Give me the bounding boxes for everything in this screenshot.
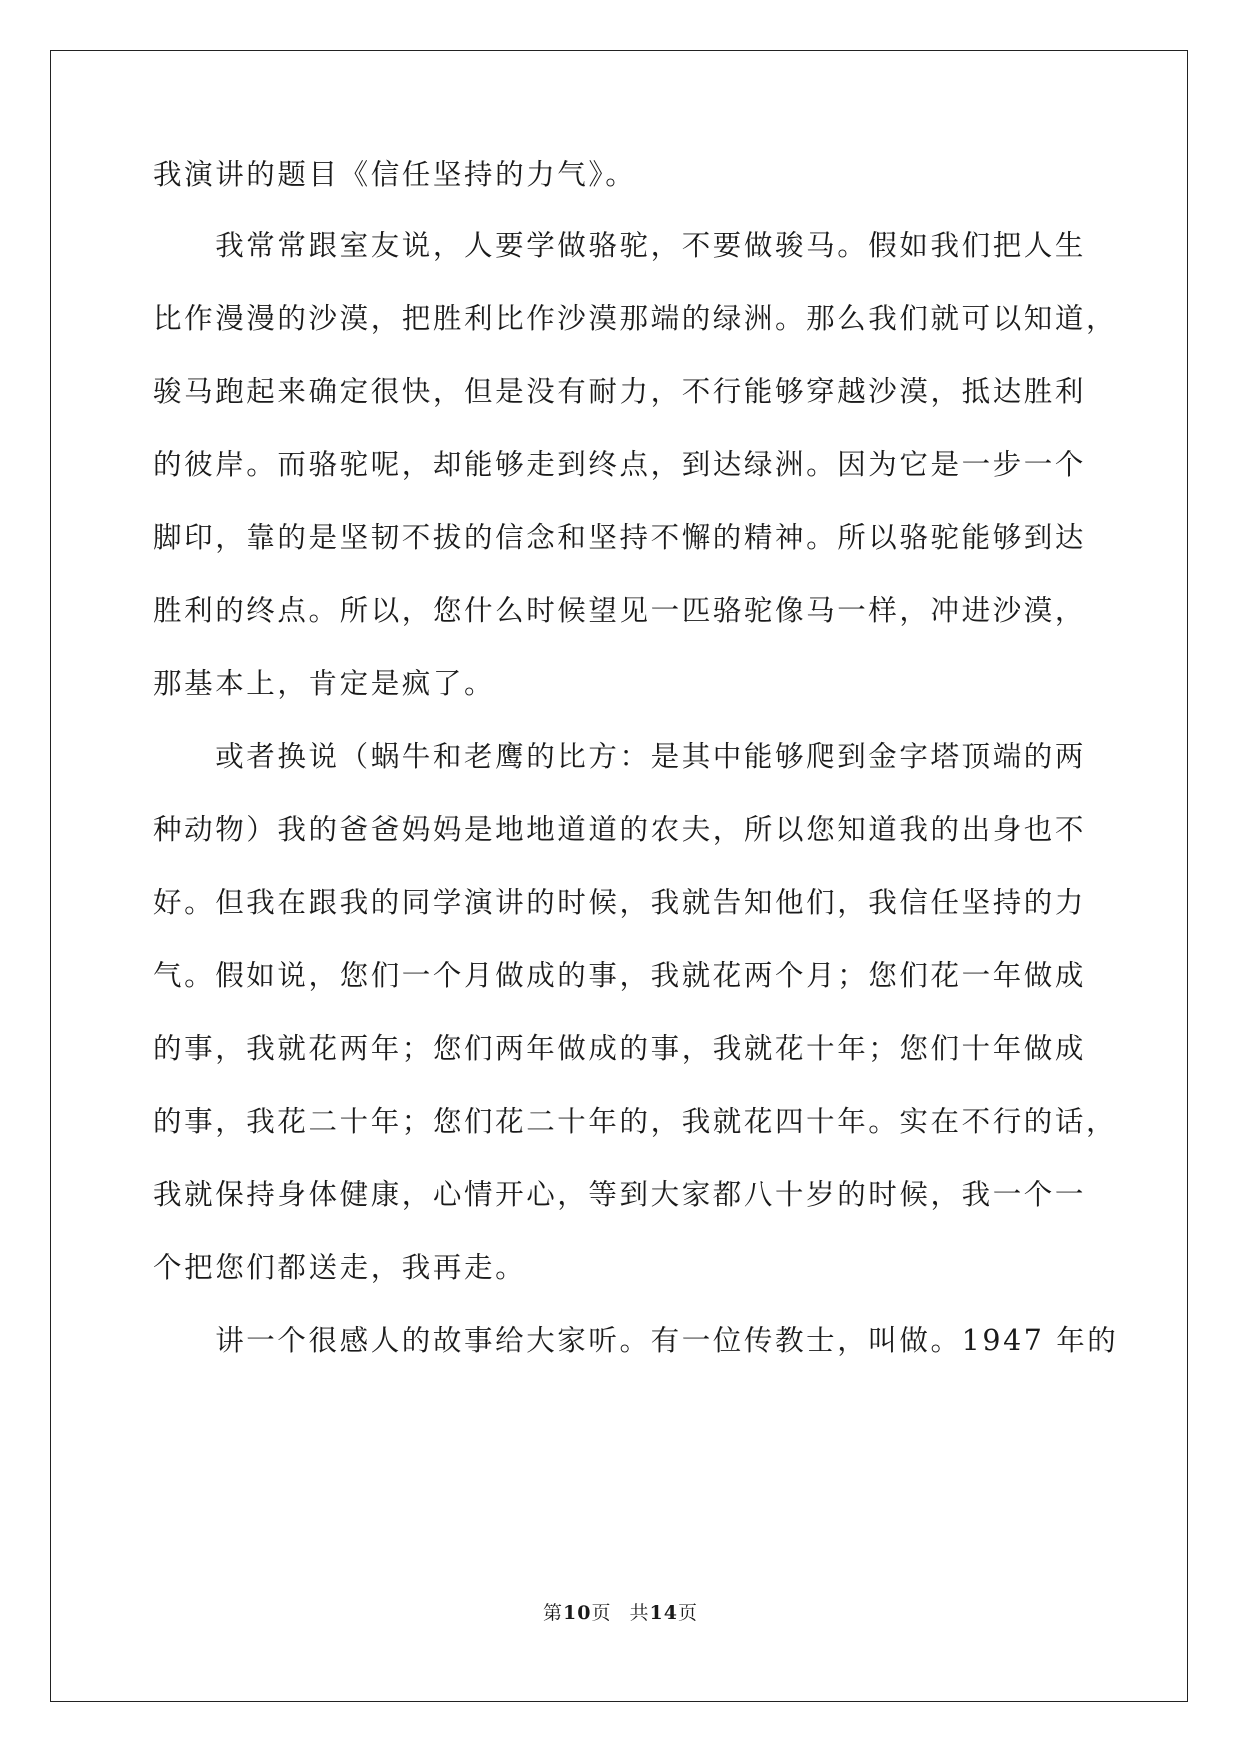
- text-line: 的事，我花二十年；您们花二十年的，我就花四十年。实在不行的话，: [153, 1105, 1118, 1138]
- text-line: 那基本上，肯定是疯了。: [153, 667, 496, 700]
- text-line: 好。但我在跟我的同学演讲的时候，我就告知他们，我信任坚持的力: [153, 886, 1087, 919]
- text-line: 我常常跟室友说，人要学做骆驼，不要做骏马。假如我们把人生: [153, 229, 1087, 262]
- text-line: 我演讲的题目《信任坚持的力气》。: [153, 158, 637, 191]
- text-line: 气。假如说，您们一个月做成的事，我就花两个月；您们花一年做成: [153, 959, 1087, 992]
- total-suffix: 页: [677, 1602, 698, 1624]
- text-line: 的彼岸。而骆驼呢，却能够走到终点，到达绿洲。因为它是一步一个: [153, 448, 1087, 481]
- page-number: 10: [563, 1602, 592, 1624]
- page-suffix: 页: [591, 1602, 612, 1624]
- text-line: 种动物）我的爸爸妈妈是地地道道的农夫，所以您知道我的出身也不: [153, 813, 1087, 846]
- page-border: [50, 50, 1188, 1702]
- text-line: 的事，我就花两年；您们两年做成的事，我就花十年；您们十年做成: [153, 1032, 1087, 1065]
- page-footer: [0, 1600, 1241, 1626]
- text-line: 胜利的终点。所以，您什么时候望见一匹骆驼像马一样，冲进沙漠，: [153, 594, 1087, 627]
- text-line: 骏马跑起来确定很快，但是没有耐力，不行能够穿越沙漠，抵达胜利: [153, 375, 1087, 408]
- total-prefix: 共: [629, 1602, 650, 1624]
- total-pages: 14: [649, 1602, 678, 1624]
- text-line: 比作漫漫的沙漠，把胜利比作沙漠那端的绿洲。那么我们就可以知道，: [153, 302, 1118, 335]
- page-prefix: 第: [543, 1602, 564, 1624]
- text-line: 或者换说（蜗牛和老鹰的比方：是其中能够爬到金字塔顶端的两: [153, 740, 1087, 773]
- text-line: 脚印，靠的是坚韧不拔的信念和坚持不懈的精神。所以骆驼能够到达: [153, 521, 1087, 554]
- text-line: 个把您们都送走，我再走。: [153, 1251, 527, 1284]
- text-line: 讲一个很感人的故事给大家听。有一位传教士，叫做。1947 年的: [153, 1324, 1119, 1357]
- text-line: 我就保持身体健康，心情开心，等到大家都八十岁的时候，我一个一: [153, 1178, 1087, 1211]
